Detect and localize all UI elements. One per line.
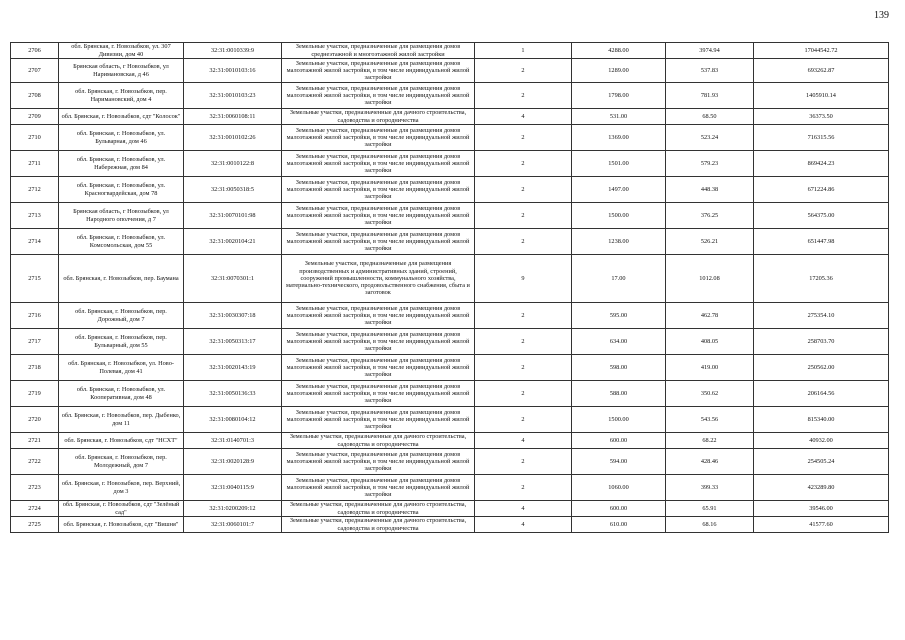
cell-permitted-use: Земельные участки, предназначенные для размещения домов малоэтажной жилой застройки, в том числе индивидуальной жилой застройки bbox=[282, 59, 475, 83]
cell-group: 2 bbox=[475, 229, 572, 255]
cell-cadastral-number: 32:31:0020104:21 bbox=[184, 229, 282, 255]
cell-specific-value: 68.50 bbox=[666, 109, 754, 125]
cell-permitted-use: Земельные участки, предназначенные для размещения домов малоэтажной жилой застройки, в том числе индивидуальной жилой застройки bbox=[282, 407, 475, 433]
cell-cadastral-number: 32:31:0060101:7 bbox=[184, 517, 282, 533]
cell-address: обл. Брянская, г. Новозыбков, пер. Бульварный, дом 55 bbox=[59, 329, 184, 355]
cell-group: 4 bbox=[475, 433, 572, 449]
cell-area: 594.00 bbox=[572, 449, 666, 475]
cell-cadastral-value: 17205.36 bbox=[754, 255, 889, 303]
cell-row-number: 2717 bbox=[11, 329, 59, 355]
cell-area: 1238.00 bbox=[572, 229, 666, 255]
cell-cadastral-value: 250562.00 bbox=[754, 355, 889, 381]
table-row bbox=[11, 229, 889, 255]
cell-address: обл. Брянская, г. Новозыбков, ул. Ново-Полевая, дом 41 bbox=[59, 355, 184, 381]
cell-cadastral-value: 254505.24 bbox=[754, 449, 889, 475]
cell-address: Брянская область, г Новозыбков, ул Народного ополчения, д 7 bbox=[59, 203, 184, 229]
cell-cadastral-value: 651447.98 bbox=[754, 229, 889, 255]
cell-specific-value: 428.46 bbox=[666, 449, 754, 475]
cell-cadastral-value: 1405910.14 bbox=[754, 83, 889, 109]
cell-row-number: 2724 bbox=[11, 501, 59, 517]
cell-specific-value: 376.25 bbox=[666, 203, 754, 229]
table-row bbox=[11, 109, 889, 125]
table-row bbox=[11, 501, 889, 517]
cell-area: 1289.00 bbox=[572, 59, 666, 83]
cell-cadastral-value: 206164.56 bbox=[754, 381, 889, 407]
cell-cadastral-value: 716315.56 bbox=[754, 125, 889, 151]
cell-group: 2 bbox=[475, 151, 572, 177]
cell-cadastral-value: 869424.23 bbox=[754, 151, 889, 177]
cell-area: 598.00 bbox=[572, 355, 666, 381]
cell-permitted-use: Земельные участки, предназначенные для размещения производственных и административных зданий, строений, сооружений промышленности, коммунального хозяйства, материально-технического, продовольственного снабжения, сбыта и заготовок bbox=[282, 255, 475, 303]
cell-row-number: 2725 bbox=[11, 517, 59, 533]
table-row bbox=[11, 381, 889, 407]
cell-specific-value: 399.33 bbox=[666, 475, 754, 501]
cell-address: обл. Брянская, г. Новозыбков, ул. Кооперативная, дом 48 bbox=[59, 381, 184, 407]
cell-row-number: 2719 bbox=[11, 381, 59, 407]
cell-specific-value: 350.62 bbox=[666, 381, 754, 407]
table-body bbox=[11, 43, 889, 533]
cell-cadastral-number: 32:31:0040115:9 bbox=[184, 475, 282, 501]
land-plot-table bbox=[10, 42, 889, 533]
cell-cadastral-value: 275354.10 bbox=[754, 303, 889, 329]
cell-group: 2 bbox=[475, 177, 572, 203]
cell-specific-value: 579.23 bbox=[666, 151, 754, 177]
cell-area: 1501.00 bbox=[572, 151, 666, 177]
cell-specific-value: 3974.94 bbox=[666, 43, 754, 59]
table-row bbox=[11, 303, 889, 329]
cell-row-number: 2720 bbox=[11, 407, 59, 433]
cell-cadastral-number: 32:31:0070101:98 bbox=[184, 203, 282, 229]
cell-address: обл. Брянская, г. Новозыбков, пер. Баумана bbox=[59, 255, 184, 303]
cell-cadastral-value: 17044542.72 bbox=[754, 43, 889, 59]
cell-permitted-use: Земельные участки, предназначенные для размещения домов малоэтажной жилой застройки, в том числе индивидуальной жилой застройки bbox=[282, 125, 475, 151]
cell-row-number: 2713 bbox=[11, 203, 59, 229]
cell-permitted-use: Земельные участки, предназначенные для размещения домов малоэтажной жилой застройки, в том числе индивидуальной жилой застройки bbox=[282, 177, 475, 203]
cell-specific-value: 537.83 bbox=[666, 59, 754, 83]
table-row bbox=[11, 449, 889, 475]
table-row bbox=[11, 151, 889, 177]
cell-address: обл. Брянская, г. Новозыбков, пер. Дыбенко, дом 11 bbox=[59, 407, 184, 433]
cell-row-number: 2716 bbox=[11, 303, 59, 329]
cell-permitted-use: Земельные участки, предназначенные для размещения домов малоэтажной жилой застройки, в том числе индивидуальной жилой застройки bbox=[282, 303, 475, 329]
cell-area: 1369.00 bbox=[572, 125, 666, 151]
cell-area: 1497.00 bbox=[572, 177, 666, 203]
table-row bbox=[11, 83, 889, 109]
cell-cadastral-number: 32:31:0050313:17 bbox=[184, 329, 282, 355]
table-row bbox=[11, 475, 889, 501]
cell-row-number: 2721 bbox=[11, 433, 59, 449]
table-row bbox=[11, 355, 889, 381]
cell-cadastral-number: 32:31:0010103:16 bbox=[184, 59, 282, 83]
cell-specific-value: 526.21 bbox=[666, 229, 754, 255]
cell-group: 4 bbox=[475, 517, 572, 533]
cell-cadastral-number: 32:31:0070301:1 bbox=[184, 255, 282, 303]
cell-row-number: 2710 bbox=[11, 125, 59, 151]
cell-specific-value: 462.78 bbox=[666, 303, 754, 329]
cell-cadastral-number: 32:31:0140701:3 bbox=[184, 433, 282, 449]
table-row bbox=[11, 43, 889, 59]
cell-specific-value: 523.24 bbox=[666, 125, 754, 151]
cell-cadastral-value: 423289.80 bbox=[754, 475, 889, 501]
cell-area: 531.00 bbox=[572, 109, 666, 125]
cell-group: 4 bbox=[475, 501, 572, 517]
cell-permitted-use: Земельные участки, предназначенные для размещения домов малоэтажной жилой застройки, в том числе индивидуальной жилой застройки bbox=[282, 203, 475, 229]
cell-specific-value: 1012.08 bbox=[666, 255, 754, 303]
cell-cadastral-number: 32:31:0010103:23 bbox=[184, 83, 282, 109]
cell-area: 600.00 bbox=[572, 433, 666, 449]
cell-group: 9 bbox=[475, 255, 572, 303]
cell-group: 2 bbox=[475, 449, 572, 475]
cell-permitted-use: Земельные участки, предназначенные для размещения домов малоэтажной жилой застройки, в том числе индивидуальной жилой застройки bbox=[282, 229, 475, 255]
cell-cadastral-value: 671224.86 bbox=[754, 177, 889, 203]
cell-row-number: 2718 bbox=[11, 355, 59, 381]
cell-group: 2 bbox=[475, 125, 572, 151]
table-row bbox=[11, 177, 889, 203]
cell-cadastral-number: 32:31:0020128:9 bbox=[184, 449, 282, 475]
cell-group: 2 bbox=[475, 59, 572, 83]
cell-group: 2 bbox=[475, 381, 572, 407]
cell-address: обл. Брянская, г. Новозыбков, ул. 307 Дивизии, дом 40 bbox=[59, 43, 184, 59]
cell-group: 1 bbox=[475, 43, 572, 59]
cell-address: обл. Брянская, г. Новозыбков, сдт "Зелёный сад" bbox=[59, 501, 184, 517]
cell-address: обл. Брянская, г. Новозыбков, пер. Дорожный, дом 7 bbox=[59, 303, 184, 329]
table-row bbox=[11, 517, 889, 533]
cell-permitted-use: Земельные участки, предназначенные для дачного строительства, садоводства и огородничества bbox=[282, 433, 475, 449]
cell-cadastral-number: 32:31:0060108:11 bbox=[184, 109, 282, 125]
cell-area: 4288.00 bbox=[572, 43, 666, 59]
cell-group: 2 bbox=[475, 303, 572, 329]
cell-cadastral-number: 32:31:0010122:8 bbox=[184, 151, 282, 177]
cell-specific-value: 543.56 bbox=[666, 407, 754, 433]
cell-cadastral-number: 32:31:0010102:26 bbox=[184, 125, 282, 151]
cell-address: обл. Брянская, г. Новозыбков, сдт "Колосок" bbox=[59, 109, 184, 125]
table-row bbox=[11, 329, 889, 355]
table-row bbox=[11, 125, 889, 151]
cell-row-number: 2706 bbox=[11, 43, 59, 59]
table-row bbox=[11, 433, 889, 449]
cell-group: 2 bbox=[475, 355, 572, 381]
cell-address: обл. Брянская, г. Новозыбков, ул. Набережная, дом 84 bbox=[59, 151, 184, 177]
cell-cadastral-number: 32:31:0050136:33 bbox=[184, 381, 282, 407]
cell-group: 2 bbox=[475, 407, 572, 433]
cell-group: 4 bbox=[475, 109, 572, 125]
cell-permitted-use: Земельные участки, предназначенные для размещения домов малоэтажной жилой застройки, в том числе индивидуальной жилой застройки bbox=[282, 381, 475, 407]
cell-cadastral-value: 564375.00 bbox=[754, 203, 889, 229]
cell-cadastral-value: 39546.00 bbox=[754, 501, 889, 517]
cell-permitted-use: Земельные участки, предназначенные для размещения домов среднеэтажной и многоэтажной жилой застройки bbox=[282, 43, 475, 59]
page-number: 139 bbox=[874, 10, 889, 21]
cell-address: обл. Брянская, г. Новозыбков, сдт "Вишня" bbox=[59, 517, 184, 533]
cell-area: 588.00 bbox=[572, 381, 666, 407]
cell-area: 600.00 bbox=[572, 501, 666, 517]
cell-permitted-use: Земельные участки, предназначенные для размещения домов малоэтажной жилой застройки, в том числе индивидуальной жилой застройки bbox=[282, 151, 475, 177]
cell-specific-value: 408.05 bbox=[666, 329, 754, 355]
cell-group: 2 bbox=[475, 475, 572, 501]
cell-permitted-use: Земельные участки, предназначенные для размещения домов малоэтажной жилой застройки, в том числе индивидуальной жилой застройки bbox=[282, 449, 475, 475]
cell-permitted-use: Земельные участки, предназначенные для дачного строительства, садоводства и огородничества bbox=[282, 517, 475, 533]
cell-specific-value: 68.22 bbox=[666, 433, 754, 449]
cell-area: 610.00 bbox=[572, 517, 666, 533]
table-row bbox=[11, 59, 889, 83]
cell-address: обл. Брянская, г. Новозыбков, сдт "НСХТ" bbox=[59, 433, 184, 449]
cell-group: 2 bbox=[475, 329, 572, 355]
cell-specific-value: 419.00 bbox=[666, 355, 754, 381]
cell-permitted-use: Земельные участки, предназначенные для размещения домов малоэтажной жилой застройки, в том числе индивидуальной жилой застройки bbox=[282, 355, 475, 381]
cell-cadastral-value: 815340.00 bbox=[754, 407, 889, 433]
table-row bbox=[11, 203, 889, 229]
cell-row-number: 2708 bbox=[11, 83, 59, 109]
cell-cadastral-number: 32:31:0080104:12 bbox=[184, 407, 282, 433]
cell-cadastral-number: 32:31:0010339:9 bbox=[184, 43, 282, 59]
cell-cadastral-value: 36373.50 bbox=[754, 109, 889, 125]
cell-cadastral-number: 32:31:0200209:12 bbox=[184, 501, 282, 517]
cell-row-number: 2723 bbox=[11, 475, 59, 501]
cell-area: 1500.00 bbox=[572, 407, 666, 433]
cell-permitted-use: Земельные участки, предназначенные для размещения домов малоэтажной жилой застройки, в том числе индивидуальной жилой застройки bbox=[282, 475, 475, 501]
cell-address: обл. Брянская, г. Новозыбков, ул. Красногвардейская, дом 78 bbox=[59, 177, 184, 203]
cell-row-number: 2711 bbox=[11, 151, 59, 177]
cell-cadastral-number: 32:31:0050318:5 bbox=[184, 177, 282, 203]
cell-address: обл. Брянская, г. Новозыбков, ул. Комсомольская, дом 55 bbox=[59, 229, 184, 255]
cell-specific-value: 781.93 bbox=[666, 83, 754, 109]
cell-cadastral-value: 41577.60 bbox=[754, 517, 889, 533]
cell-address: обл. Брянская, г. Новозыбков, ул. Бульварная, дом 46 bbox=[59, 125, 184, 151]
cell-specific-value: 68.16 bbox=[666, 517, 754, 533]
table-row bbox=[11, 255, 889, 303]
cell-cadastral-number: 32:31:0020143:19 bbox=[184, 355, 282, 381]
cell-permitted-use: Земельные участки, предназначенные для дачного строительства, садоводства и огородничества bbox=[282, 109, 475, 125]
cell-address: обл. Брянская, г. Новозыбков, пер. Молодежный, дом 7 bbox=[59, 449, 184, 475]
cell-row-number: 2714 bbox=[11, 229, 59, 255]
cell-cadastral-value: 693262.87 bbox=[754, 59, 889, 83]
cell-area: 1500.00 bbox=[572, 203, 666, 229]
table-row bbox=[11, 407, 889, 433]
cell-group: 2 bbox=[475, 83, 572, 109]
cell-area: 595.00 bbox=[572, 303, 666, 329]
cell-row-number: 2709 bbox=[11, 109, 59, 125]
cell-cadastral-value: 258703.70 bbox=[754, 329, 889, 355]
cell-cadastral-value: 40932.00 bbox=[754, 433, 889, 449]
cell-row-number: 2712 bbox=[11, 177, 59, 203]
cell-row-number: 2722 bbox=[11, 449, 59, 475]
cell-address: Брянская область, г Новозыбков, ул Наримановская, д 46 bbox=[59, 59, 184, 83]
cell-permitted-use: Земельные участки, предназначенные для дачного строительства, садоводства и огородничества bbox=[282, 501, 475, 517]
cell-address: обл. Брянская, г. Новозыбков, пер. Верхний, дом 3 bbox=[59, 475, 184, 501]
cell-specific-value: 448.38 bbox=[666, 177, 754, 203]
cell-specific-value: 65.91 bbox=[666, 501, 754, 517]
cell-row-number: 2715 bbox=[11, 255, 59, 303]
cell-area: 1060.00 bbox=[572, 475, 666, 501]
cell-area: 1798.00 bbox=[572, 83, 666, 109]
cell-row-number: 2707 bbox=[11, 59, 59, 83]
cell-address: обл. Брянская, г. Новозыбков, пер. Наримановский, дом 4 bbox=[59, 83, 184, 109]
cell-cadastral-number: 32:31:0030307:18 bbox=[184, 303, 282, 329]
cell-area: 634.00 bbox=[572, 329, 666, 355]
cell-permitted-use: Земельные участки, предназначенные для размещения домов малоэтажной жилой застройки, в том числе индивидуальной жилой застройки bbox=[282, 83, 475, 109]
cell-group: 2 bbox=[475, 203, 572, 229]
cell-area: 17.00 bbox=[572, 255, 666, 303]
cell-permitted-use: Земельные участки, предназначенные для размещения домов малоэтажной жилой застройки, в том числе индивидуальной жилой застройки bbox=[282, 329, 475, 355]
